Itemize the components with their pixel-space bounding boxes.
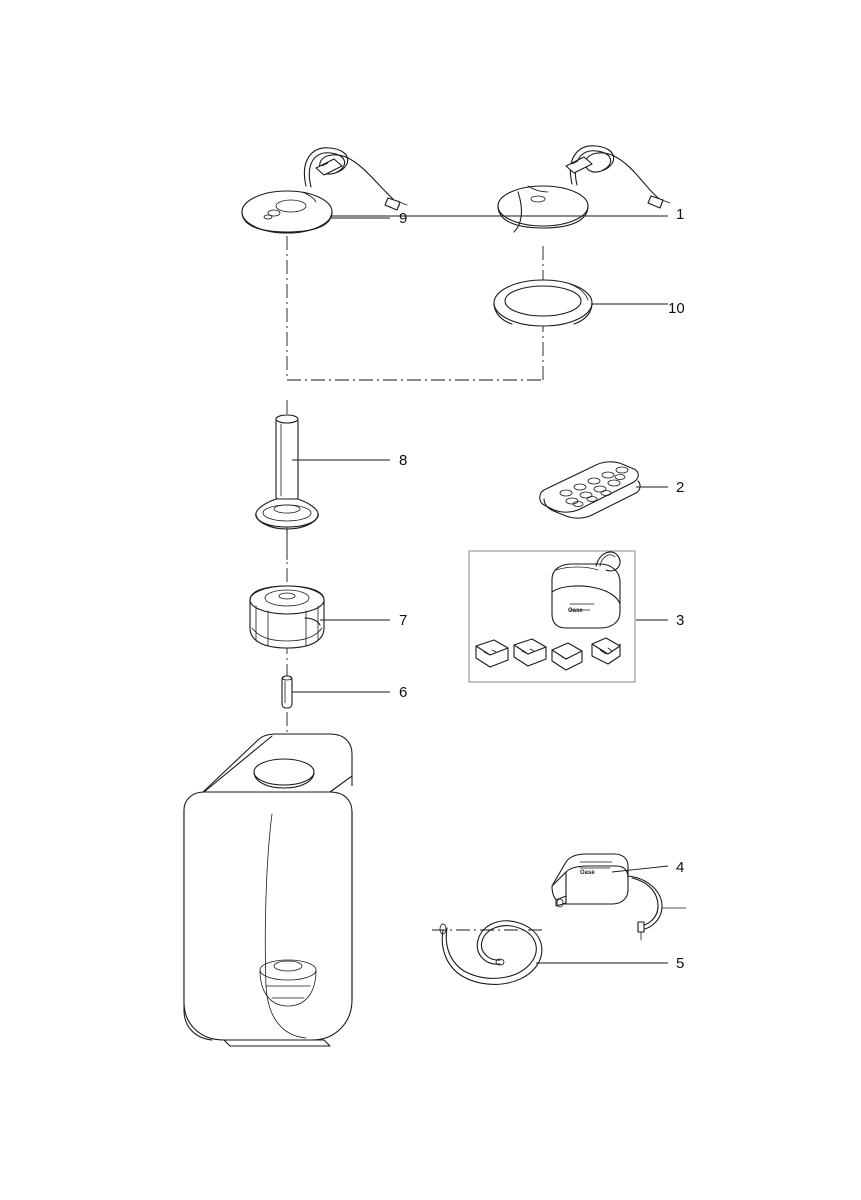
svg-text:Oase: Oase: [580, 870, 595, 876]
callout-number-10: 10: [668, 300, 685, 317]
callout-number-6: 6: [399, 684, 408, 701]
callout-number-1: 1: [676, 206, 685, 223]
svg-text:Oase: Oase: [568, 608, 583, 614]
part-led-light-module: [242, 148, 407, 233]
part-motor-unit: [250, 586, 324, 648]
callout-number-3: 3: [676, 612, 685, 629]
callout-number-7: 7: [399, 612, 408, 629]
part-accessory-kit-box: [469, 551, 635, 682]
callout-number-5: 5: [676, 955, 685, 972]
part-riser-tube: [256, 415, 318, 560]
brand-mark-pump: [580, 870, 595, 876]
part-air-pump: [552, 854, 686, 940]
part-remote-control: [540, 462, 640, 518]
part-pump-cover-lid: [498, 146, 670, 232]
part-sealing-ring: [494, 280, 592, 326]
part-main-housing: [184, 734, 352, 1046]
brand-mark-accessory: [568, 608, 583, 614]
callout-number-8: 8: [399, 452, 408, 469]
callout-number-4: 4: [676, 859, 685, 876]
callout-number-9: 9: [399, 210, 408, 227]
callout-number-2: 2: [676, 479, 685, 496]
part-spindle-pin: [282, 676, 292, 708]
